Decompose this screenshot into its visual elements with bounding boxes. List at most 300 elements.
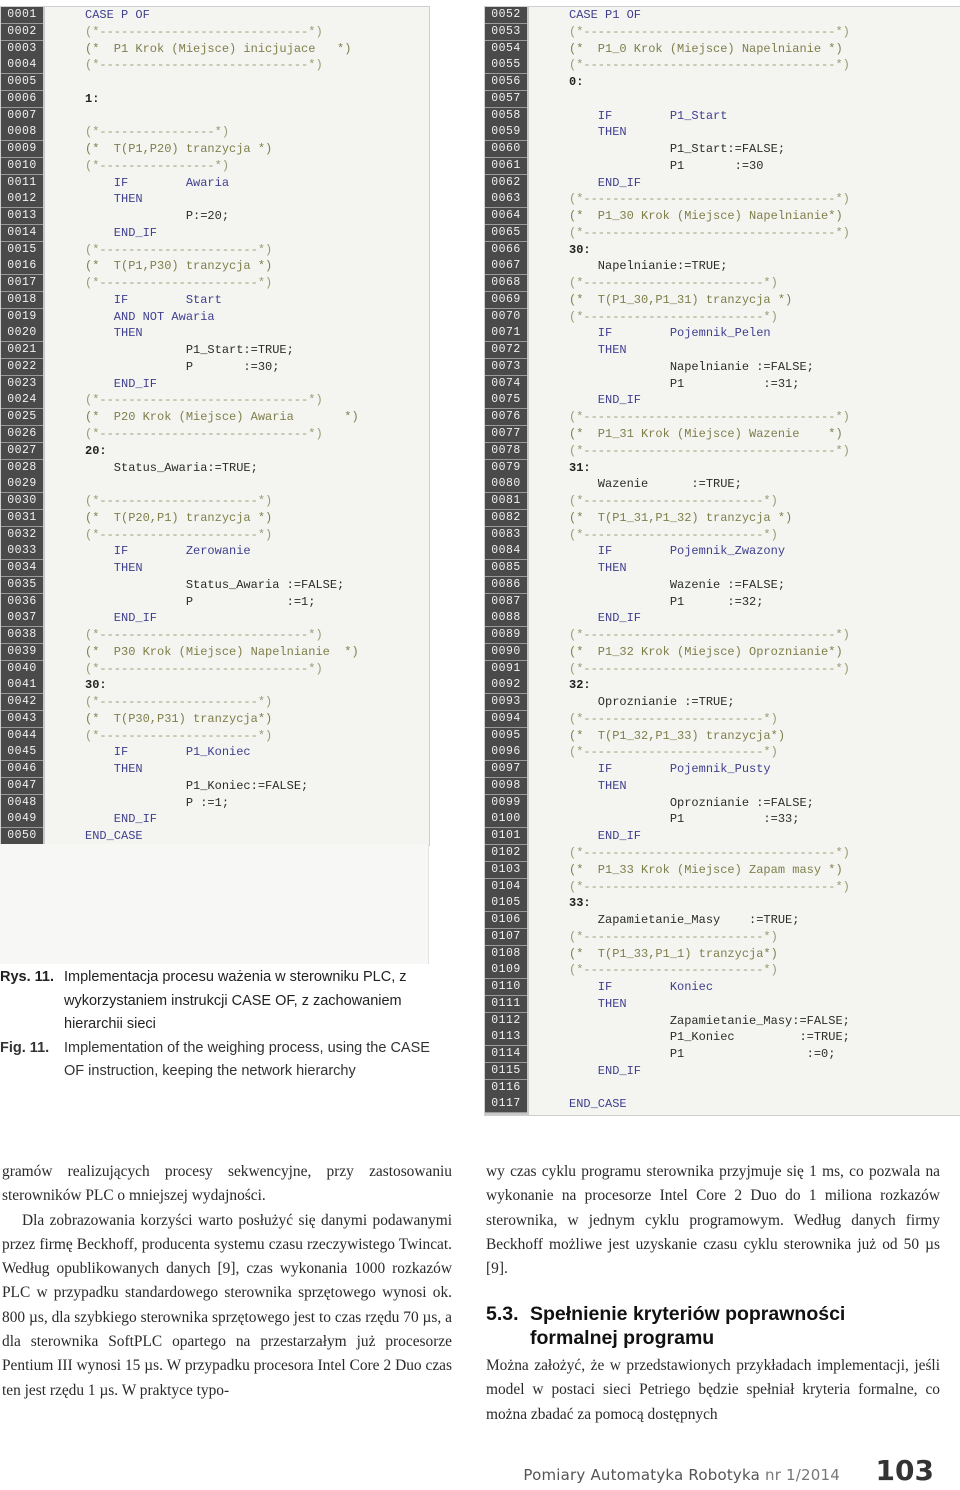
line-number: 0105 (485, 895, 527, 912)
code-line (485, 191, 960, 208)
code-line (485, 493, 960, 510)
line-number: 0106 (485, 912, 527, 929)
code-text: (*-----------------------------------*) (569, 225, 850, 240)
line-number: 0046 (1, 761, 43, 778)
code-text: AND NOT Awaria (85, 309, 215, 324)
code-line (1, 460, 429, 477)
line-number: 0069 (485, 292, 527, 309)
code-line (485, 158, 960, 175)
code-text: 31: (569, 460, 591, 475)
body-column-left (2, 1160, 452, 1403)
line-number: 0010 (1, 158, 43, 175)
line-number: 0108 (485, 946, 527, 963)
line-number: 0035 (1, 577, 43, 594)
code-text: Status_Awaria :=FALSE; (85, 577, 345, 592)
caption-text-pl: Implementacja procesu ważenia w sterowniku PLC, z wykorzystaniem instrukcji CASE OF, z zachowaniem hierarchii sieci (64, 969, 407, 1032)
code-text: Wazenie :=TRUE; (569, 477, 742, 492)
code-line (485, 744, 960, 761)
line-number: 0107 (485, 929, 527, 946)
journal-issue: nr 1/2014 (764, 1466, 840, 1484)
line-number: 0011 (1, 175, 43, 192)
line-number: 0048 (1, 795, 43, 812)
journal-name (523, 1466, 840, 1484)
code-text: Status_Awaria:=TRUE; (85, 460, 258, 475)
code-text: IF P1_Koniec (85, 745, 251, 760)
line-number: 0060 (485, 141, 527, 158)
caption-label-en: Fig. 11. (0, 1039, 50, 1056)
code-text: P1 :=33; (569, 812, 800, 827)
page-number: 103 (875, 1454, 934, 1487)
line-number: 0072 (485, 342, 527, 359)
code-line (1, 225, 429, 242)
code-line (485, 795, 960, 812)
line-number: 0047 (1, 778, 43, 795)
code-line (485, 124, 960, 141)
line-number: 0026 (1, 426, 43, 443)
line-number: 0053 (485, 24, 527, 41)
code-text: (*----------------------*) (85, 527, 273, 542)
line-number: 0032 (1, 527, 43, 544)
line-number: 0052 (485, 7, 527, 24)
code-line (1, 644, 429, 661)
code-text: (*-----------------------------*) (85, 661, 323, 676)
line-number: 0113 (485, 1029, 527, 1046)
line-number: 0071 (485, 325, 527, 342)
line-number: 0018 (1, 292, 43, 309)
line-number: 0090 (485, 644, 527, 661)
line-number: 0100 (485, 811, 527, 828)
line-number: 0085 (485, 560, 527, 577)
code-line (1, 175, 429, 192)
code-text: 32: (569, 678, 591, 693)
code-text: IF Zerowanie (85, 544, 251, 559)
code-line (1, 627, 429, 644)
line-number: 0009 (1, 141, 43, 158)
code-text: THEN (85, 192, 143, 207)
line-number: 0083 (485, 527, 527, 544)
code-line (1, 41, 429, 58)
line-number: 0089 (485, 627, 527, 644)
code-line (1, 158, 429, 175)
line-number: 0001 (1, 7, 43, 24)
code-line (485, 543, 960, 560)
caption-english (0, 1037, 430, 1084)
code-text: Zapamietanie_Masy:=FALSE; (569, 1013, 850, 1028)
paragraph: wy czas cyklu programu sterownika przyjmuje się 1 ms, co pozwala na wykonanie na procesorze Intel Core 2 Duo do 1 miliona rozkazów sterownika, w jednym cyklu programowym. Według danych firmy Beckhoff możliwe jest uzyskanie czasu cyklu sterownika już od 50 µs [9]. (486, 1163, 940, 1278)
code-line (1, 409, 429, 426)
code-text: (*----------------------*) (85, 728, 273, 743)
code-line (485, 996, 960, 1013)
code-text: 20: (85, 443, 107, 458)
code-line (485, 594, 960, 611)
line-number: 0038 (1, 627, 43, 644)
code-text: (* P1_33 Krok (Miejsce) Zapam masy *) (569, 862, 843, 877)
line-number: 0082 (485, 510, 527, 527)
code-text: (* T(P1_31,P1_32) tranzycja *) (569, 510, 793, 525)
line-number: 0043 (1, 711, 43, 728)
code-line (1, 493, 429, 510)
code-line (485, 7, 960, 24)
code-text: (*-------------------------*) (569, 276, 778, 291)
body-column-right (486, 1160, 940, 1281)
code-text: (* P1_0 Krok (Miejsce) Napelnianie *) (569, 41, 843, 56)
line-number: 0008 (1, 124, 43, 141)
body-column-right-continued (486, 1354, 940, 1427)
line-number: 0045 (1, 744, 43, 761)
code-line (1, 275, 429, 292)
line-number: 0095 (485, 728, 527, 745)
code-line (485, 309, 960, 326)
code-line (1, 510, 429, 527)
line-number: 0020 (1, 325, 43, 342)
code-line (485, 208, 960, 225)
code-text: (* P1_31 Krok (Miejsce) Wazenie *) (569, 427, 843, 441)
code-text: (*-----------------------------------*) (569, 24, 850, 39)
code-line (1, 392, 429, 409)
code-text: (*-----------------------------------*) (569, 628, 850, 643)
code-text: P :=1; (85, 594, 316, 609)
code-text: IF P1_Start (569, 108, 728, 123)
line-number: 0013 (1, 208, 43, 225)
caption-polish (0, 966, 430, 1037)
code-text: (* T(P1_32,P1_33) tranzycja*) (569, 728, 786, 743)
code-line (1, 141, 429, 158)
line-number: 0063 (485, 191, 527, 208)
code-line (485, 1080, 960, 1097)
line-number: 0073 (485, 359, 527, 376)
code-line (485, 108, 960, 125)
code-text: END_CASE (569, 1097, 627, 1112)
code-line (485, 342, 960, 359)
code-line (1, 24, 429, 41)
line-number: 0030 (1, 493, 43, 510)
code-line (1, 778, 429, 795)
paragraph: gramów realizujących procesy sekwencyjne, przy zastosowaniu sterowników PLC o mniejszej wydajności. (2, 1163, 452, 1205)
code-line (485, 1096, 960, 1113)
line-number: 0033 (1, 543, 43, 560)
line-number: 0074 (485, 376, 527, 393)
code-line (485, 527, 960, 544)
line-number: 0044 (1, 728, 43, 745)
code-line (485, 811, 960, 828)
line-number: 0015 (1, 242, 43, 259)
line-number: 0098 (485, 778, 527, 795)
code-line (1, 426, 429, 443)
code-text: (*-----------------------------------*) (569, 879, 850, 894)
code-line (485, 979, 960, 996)
line-number: 0092 (485, 677, 527, 694)
line-number: 0029 (1, 476, 43, 493)
code-text: (*-------------------------*) (569, 711, 778, 726)
code-text: END_IF (569, 1063, 642, 1078)
line-number: 0111 (485, 996, 527, 1013)
line-number: 0117 (485, 1096, 527, 1113)
line-number: 0102 (485, 845, 527, 862)
line-number: 0099 (485, 795, 527, 812)
code-text: END_CASE (85, 829, 143, 844)
code-text: (*-------------------------*) (569, 963, 778, 978)
code-line (485, 627, 960, 644)
code-line (485, 661, 960, 678)
code-text: P1_Start:=TRUE; (85, 343, 294, 358)
code-text: THEN (569, 125, 627, 140)
line-number: 0027 (1, 443, 43, 460)
line-number: 0031 (1, 510, 43, 527)
code-text: (* P1_30 Krok (Miejsce) Napelnianie*) (569, 209, 843, 224)
code-text: CASE P1 OF (569, 8, 642, 22)
code-line (485, 1029, 960, 1046)
figure-background (0, 844, 429, 964)
code-text: (*-----------------------------*) (85, 24, 323, 39)
code-text: END_IF (569, 611, 642, 626)
code-text: IF Pojemnik_Pelen (569, 326, 771, 341)
code-line (485, 694, 960, 711)
code-text: (* T(P1,P20) tranzycja *) (85, 142, 273, 157)
line-number: 0005 (1, 74, 43, 91)
code-text: P :=1; (85, 795, 230, 810)
code-listing-left (0, 6, 430, 846)
code-line (485, 376, 960, 393)
code-text: Napelnianie :=FALSE; (569, 359, 814, 374)
line-number: 0041 (1, 677, 43, 694)
line-number: 0050 (1, 828, 43, 845)
code-text: CASE P OF (85, 8, 150, 22)
code-text: (* P1_32 Krok (Miejsce) Oproznianie*) (569, 644, 843, 659)
code-text: (* P20 Krok (Miejsce) Awaria *) (85, 410, 359, 425)
code-line (1, 208, 429, 225)
code-line (485, 292, 960, 309)
code-line (1, 91, 429, 108)
line-number: 0076 (485, 409, 527, 426)
line-number: 0078 (485, 443, 527, 460)
code-text: IF Koniec (569, 980, 714, 995)
line-number: 0093 (485, 694, 527, 711)
code-text: (*----------------------*) (85, 695, 273, 710)
code-line (485, 644, 960, 661)
code-line (485, 258, 960, 275)
code-text: (*-----------------------------------*) (569, 192, 850, 207)
code-line (485, 24, 960, 41)
code-line (1, 325, 429, 342)
code-text: THEN (85, 561, 143, 576)
code-line (1, 795, 429, 812)
code-line (1, 191, 429, 208)
code-line (485, 443, 960, 460)
code-line (485, 325, 960, 342)
code-line (485, 560, 960, 577)
line-number: 0081 (485, 493, 527, 510)
code-line (485, 426, 960, 443)
code-text: END_IF (569, 175, 642, 190)
section-number: 5.3. (486, 1303, 519, 1325)
code-line (485, 845, 960, 862)
code-text: (*-------------------------*) (569, 494, 778, 509)
line-number: 0079 (485, 460, 527, 477)
code-line (485, 610, 960, 627)
line-number: 0012 (1, 191, 43, 208)
code-text: (*-------------------------*) (569, 745, 778, 760)
code-line (485, 1046, 960, 1063)
code-text: (*-------------------------*) (569, 527, 778, 542)
code-line (485, 677, 960, 694)
code-text: (*-----------------------------------*) (569, 846, 850, 860)
code-line (485, 862, 960, 879)
code-text: (*-----------------------------*) (85, 427, 323, 441)
caption-label-pl: Rys. 11. (0, 969, 55, 985)
paragraph: Dla zobrazowania korzyści warto posłużyć się danymi podawanymi przez firmę Beckhoff, producenta systemu czasu rzeczywistego Twincat. Według opublikowanych danych [9], czas wykonania 1000 rozkazów PLC w przypadku standardowego sterownika sprzętowego wynosi ok. 800 µs, dla szybkiego sterownika sprzętowego jest to czas rzędu 70 µs, a dla sterownika SoftPLC opartego na przestarzałym już procesorze Pentium III wynosi 15 µs. W przypadku procesora Intel Core 2 Duo czas ten jest rzędu 1 µs. W praktyce typo- (2, 1211, 452, 1399)
line-number: 0022 (1, 359, 43, 376)
paragraph: Można założyć, że w przedstawionych przykładach implementacji, jeśli model w postaci sieci Petriego będzie spełniał kryteria formalne, co można zbadać za pomocą dostępnych (486, 1357, 940, 1423)
code-line (1, 728, 429, 745)
line-number: 0042 (1, 694, 43, 711)
line-number: 0097 (485, 761, 527, 778)
line-number: 0088 (485, 610, 527, 627)
code-line (1, 543, 429, 560)
line-number: 0016 (1, 258, 43, 275)
code-text: P1_Start:=FALSE; (569, 142, 786, 157)
code-line (485, 409, 960, 426)
code-text: 0: (569, 75, 584, 90)
journal-title: Pomiary Automatyka Robotyka (523, 1466, 761, 1484)
code-text: IF Pojemnik_Zwazony (569, 544, 786, 559)
line-number: 0059 (485, 124, 527, 141)
code-text: THEN (85, 326, 143, 341)
line-number: 0066 (485, 242, 527, 259)
line-number: 0058 (485, 108, 527, 125)
code-text: Wazenie :=FALSE; (569, 577, 786, 592)
line-number: 0110 (485, 979, 527, 996)
code-text: IF Pojemnik_Pusty (569, 762, 771, 777)
code-text: Oproznianie :=FALSE; (569, 795, 814, 810)
code-text: (*-----------------------------------*) (569, 410, 850, 425)
code-line (485, 225, 960, 242)
line-number: 0114 (485, 1046, 527, 1063)
line-number: 0021 (1, 342, 43, 359)
code-text: (* T(P20,P1) tranzycja *) (85, 510, 273, 525)
code-text: (* T(P30,P31) tranzycja*) (85, 711, 273, 726)
code-text: (*----------------*) (85, 125, 230, 140)
line-number: 0049 (1, 811, 43, 828)
code-line (485, 392, 960, 409)
line-number: 0017 (1, 275, 43, 292)
line-number: 0067 (485, 258, 527, 275)
line-number: 0014 (1, 225, 43, 242)
code-text: Oproznianie :=TRUE; (569, 695, 735, 710)
line-number: 0068 (485, 275, 527, 292)
code-line (485, 1013, 960, 1030)
code-line (1, 694, 429, 711)
code-line (485, 728, 960, 745)
code-text: (*-----------------------------*) (85, 58, 323, 73)
section-title-line-1: Spełnienie kryteriów poprawności (530, 1303, 846, 1325)
line-number: 0087 (485, 594, 527, 611)
code-text: END_IF (85, 812, 158, 827)
line-number: 0077 (485, 426, 527, 443)
line-number: 0061 (485, 158, 527, 175)
code-text: END_IF (569, 393, 642, 408)
code-line (1, 594, 429, 611)
code-line (485, 962, 960, 979)
code-text: P1 :=31; (569, 376, 800, 391)
code-text: (*----------------*) (85, 158, 230, 173)
code-line (1, 7, 429, 24)
code-line (485, 879, 960, 896)
code-line (485, 359, 960, 376)
code-text: (*-----------------------------------*) (569, 58, 850, 73)
code-text: (*----------------------*) (85, 242, 273, 257)
code-text: P1_Koniec :=TRUE; (569, 1030, 850, 1045)
code-line (1, 443, 429, 460)
line-number: 0084 (485, 543, 527, 560)
code-text: (*-----------------------------*) (85, 628, 323, 643)
code-line (1, 359, 429, 376)
code-text: P:=20; (85, 209, 230, 224)
line-number: 0064 (485, 208, 527, 225)
code-text: (* P1 Krok (Miejsce) inicjujace *) (85, 41, 352, 56)
code-text: P :=30; (85, 359, 280, 374)
code-line (485, 460, 960, 477)
page-footer (523, 1454, 950, 1490)
line-number: 0115 (485, 1063, 527, 1080)
line-number: 0006 (1, 91, 43, 108)
code-text: (*-----------------------------------*) (569, 443, 850, 458)
line-number: 0104 (485, 879, 527, 896)
code-text: (* P30 Krok (Miejsce) Napelnianie *) (85, 644, 359, 659)
line-number: 0028 (1, 460, 43, 477)
code-text: (* T(P1_33,P1_1) tranzycja*) (569, 946, 778, 961)
code-text: (*-------------------------*) (569, 929, 778, 944)
section-heading (486, 1302, 946, 1350)
line-number: 0019 (1, 309, 43, 326)
code-text: 33: (569, 896, 591, 911)
code-line (485, 57, 960, 74)
code-text: (* T(P1_30,P1_31) tranzycja *) (569, 292, 793, 307)
code-line (485, 828, 960, 845)
code-text: THEN (569, 996, 627, 1011)
code-line (485, 74, 960, 91)
code-line (1, 761, 429, 778)
line-number: 0055 (485, 57, 527, 74)
code-line (485, 242, 960, 259)
code-line (1, 376, 429, 393)
code-text: (*-----------------------------*) (85, 393, 323, 408)
line-number: 0062 (485, 175, 527, 192)
code-line (485, 141, 960, 158)
code-line (485, 895, 960, 912)
code-line (1, 811, 429, 828)
line-number: 0075 (485, 392, 527, 409)
code-line (485, 91, 960, 108)
line-number: 0007 (1, 108, 43, 125)
line-number: 0065 (485, 225, 527, 242)
line-number: 0025 (1, 409, 43, 426)
code-line (1, 108, 429, 125)
code-line (1, 610, 429, 627)
code-text: P1_Koniec:=FALSE; (85, 778, 309, 793)
code-line (485, 778, 960, 795)
code-line (485, 929, 960, 946)
code-line (1, 577, 429, 594)
code-text: Zapamietanie_Masy :=TRUE; (569, 913, 800, 928)
line-number: 0040 (1, 661, 43, 678)
code-line (1, 744, 429, 761)
line-number: 0112 (485, 1013, 527, 1030)
line-number: 0056 (485, 74, 527, 91)
code-text: (*-----------------------------------*) (569, 661, 850, 676)
code-line (485, 711, 960, 728)
code-text: P1 :=30 (569, 158, 764, 173)
code-text: THEN (569, 561, 627, 576)
